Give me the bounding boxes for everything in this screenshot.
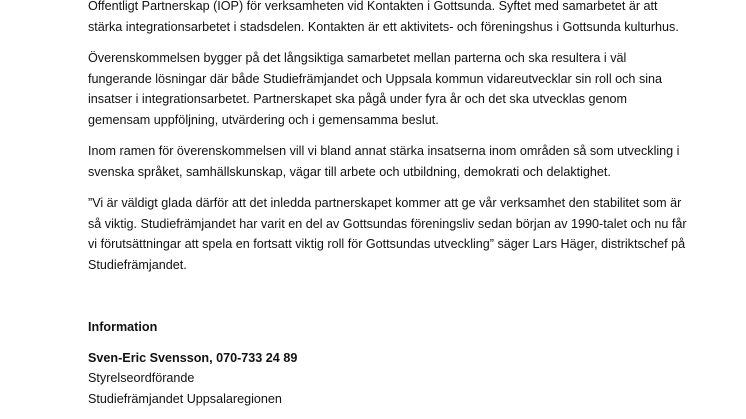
contact-organization: Studiefrämjandet Uppsalaregionen [88, 391, 282, 406]
paragraph-agreement: Överenskommelsen bygger på det långsiktiga samarbetet mellan parterna och ska resultera i väl fungerande lösningar där både Studiefrämjandet och Uppsala kommun vidareutvecklar sin roll och sina insatser i integrationsarbetet. Partnerskapet ska pågå under fyra år och det ska utvecklas genom gemensam uppföljning, utvärdering och i gemensamma beslut. [88, 51, 663, 127]
contact-name-phone: Sven-Eric Svensson, 070-733 24 89 [88, 350, 298, 365]
paragraph-quote: ”Vi är väldigt glada därför att det inledda partnerskapet kommer att ge vår verksamhet den stabilitet som är så viktig. Studiefrämjandet har varit en del av Gottsundas föreningsliv sedan början av 1990-talet och nu får vi förutsättningar att spela en fortsatt viktig roll för Gottsundas utveckling” säger Lars Häger, distriktschef på Studiefrämjandet. [88, 196, 687, 272]
information-heading: Information [88, 320, 158, 334]
document-page [88, 0, 688, 409]
paragraph-focus-areas: Inom ramen för överenskommelsen vill vi bland annat stärka insatserna inom områden så som utveckling i svenska språket, samhällskunskap, vägar till arbete och utbildning, demokrati och delaktighet. [88, 144, 680, 179]
contact-block [88, 348, 688, 410]
contact-role: Styrelseordförande [88, 371, 195, 385]
paragraph-iop-intro: Offentligt Partnerskap (IOP) för verksamheten vid Kontakten i Gottsunda. Syftet med samarbetet är att stärka integrationsarbetet i stadsdelen. Kontakten är ett aktivitets- och föreningshus i Gottsunda kulturhus. [88, 0, 679, 34]
